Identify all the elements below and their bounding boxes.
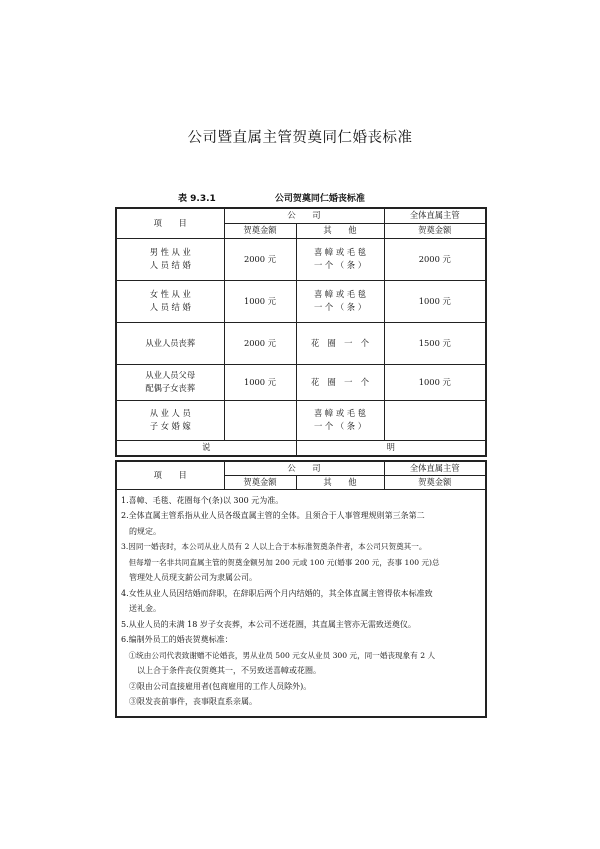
row-item-line1: 男 性 从 业 xyxy=(149,247,191,258)
table-row xyxy=(116,364,486,400)
header-other: 其 他 xyxy=(296,475,384,489)
row-item-line2: 人 员 结 婚 xyxy=(149,302,191,312)
header-item: 项 目 xyxy=(116,461,224,489)
note-line: 6.编制外员工的婚丧贺奠标准： xyxy=(121,635,233,645)
row-other-line2: 一 个 （ 条 ） xyxy=(313,302,367,312)
table-caption xyxy=(178,191,365,204)
table-row xyxy=(116,280,486,322)
note-line: 4.女性从业人员因结婚而辞职，在辞职后两个月内结婚的，其全体直属主管得依本标准致 xyxy=(121,588,433,598)
row-amount xyxy=(224,400,296,440)
note-line: 但每增一名非共同直属主管的贺奠金额另加 200 元或 100 元(婚事 200 元，丧事 100 元)总 xyxy=(121,557,440,567)
row-item-line1: 从业人员父母 xyxy=(145,370,196,381)
note-line: 管理处人员现支薪公司为隶属公司。 xyxy=(121,573,257,583)
row-amount: 1000 元 xyxy=(224,280,296,322)
table-caption-title: 公司贺奠同仁婚丧标准 xyxy=(274,194,365,204)
header-manager-amount: 贺奠金额 xyxy=(384,223,486,238)
header-manager: 全体直属主管 xyxy=(384,461,486,475)
note-line: 以上合于条件丧仪贺奠其一，不另致送喜幛或花圈。 xyxy=(121,666,321,676)
row-amount: 2000 元 xyxy=(224,238,296,280)
page-title: 公司暨直属主管贺奠同仁婚丧标准 xyxy=(187,130,413,146)
note-line: ③限发丧前事件，丧事限直系亲属。 xyxy=(121,697,257,707)
header-company: 公 司 xyxy=(224,208,384,223)
row-other-line2: 一 个 （ 条 ） xyxy=(313,260,367,270)
note-line: 的规定。 xyxy=(121,526,161,536)
footer-left: 说 xyxy=(116,440,296,456)
row-other-line1: 喜 幛 或 毛 毯 xyxy=(313,289,367,300)
row-item-line2: 配偶子女丧葬 xyxy=(145,383,196,393)
row-other-line1: 花 圈 一 个 xyxy=(296,322,384,364)
standards-table xyxy=(115,207,487,457)
note-line: ②限由公司直接雇用者(包商雇用的工作人员除外)。 xyxy=(121,681,312,691)
row-manager: 1500 元 xyxy=(384,322,486,364)
row-manager: 2000 元 xyxy=(384,238,486,280)
header-item: 项 目 xyxy=(116,208,224,238)
row-manager xyxy=(384,400,486,440)
table-row xyxy=(116,400,486,440)
row-other-line1: 喜 幛 或 毛 毯 xyxy=(313,247,367,258)
note-line: 2.全体直属主管系指从业人员各级直属主管的全体。且须合于人事管理规则第三条第二 xyxy=(121,511,425,521)
row-item-line1: 从 业 人 员 xyxy=(149,408,191,419)
notes-table xyxy=(115,460,487,718)
row-item-line1: 从业人员丧葬 xyxy=(116,322,224,364)
row-amount: 1000 元 xyxy=(224,364,296,400)
note-line: 3.因同一婚丧时，本公司从业人员有 2 人以上合于本标准贺奠条件者，本公司只贺奠其一。 xyxy=(121,542,427,552)
header-manager: 全体直属主管 xyxy=(384,208,486,223)
note-line: 5.从业人员的未满 18 岁子女丧葬，本公司不送花圈，其直属主管亦无需致送奠仪。 xyxy=(121,619,416,629)
footer-right: 明 xyxy=(296,440,486,456)
header-amount: 贺奠金额 xyxy=(224,223,296,238)
row-other-line1: 喜 幛 或 毛 毯 xyxy=(313,408,367,419)
row-item-line1: 女 性 从 业 xyxy=(149,289,191,300)
note-line: ①统由公司代表致谢赠不论婚丧，男从业员 500 元女从业员 300 元，同一婚丧现象有 2 人 xyxy=(121,650,436,660)
row-other-line2: 一 个 （ 条 ） xyxy=(313,421,367,431)
row-amount: 2000 元 xyxy=(224,322,296,364)
header-company: 公 司 xyxy=(224,461,384,475)
note-line: 1.喜幛、毛毯、花圈每个(条)以 300 元为准。 xyxy=(121,495,284,505)
table-row xyxy=(116,322,486,364)
row-other-line1: 花 圈 一 个 xyxy=(296,364,384,400)
table-number: 表 9.3.1 xyxy=(178,194,216,204)
row-item-line2: 子 女 婚 嫁 xyxy=(149,421,191,431)
note-line: 送礼金。 xyxy=(121,604,161,614)
header-other: 其 他 xyxy=(296,223,384,238)
header-manager-amount: 贺奠金额 xyxy=(384,475,486,489)
notes-cell xyxy=(116,489,486,717)
row-manager: 1000 元 xyxy=(384,280,486,322)
notes-list xyxy=(121,493,481,710)
table-row xyxy=(116,238,486,280)
row-item-line2: 人 员 结 婚 xyxy=(149,260,191,270)
header-amount: 贺奠金额 xyxy=(224,475,296,489)
row-manager: 1000 元 xyxy=(384,364,486,400)
